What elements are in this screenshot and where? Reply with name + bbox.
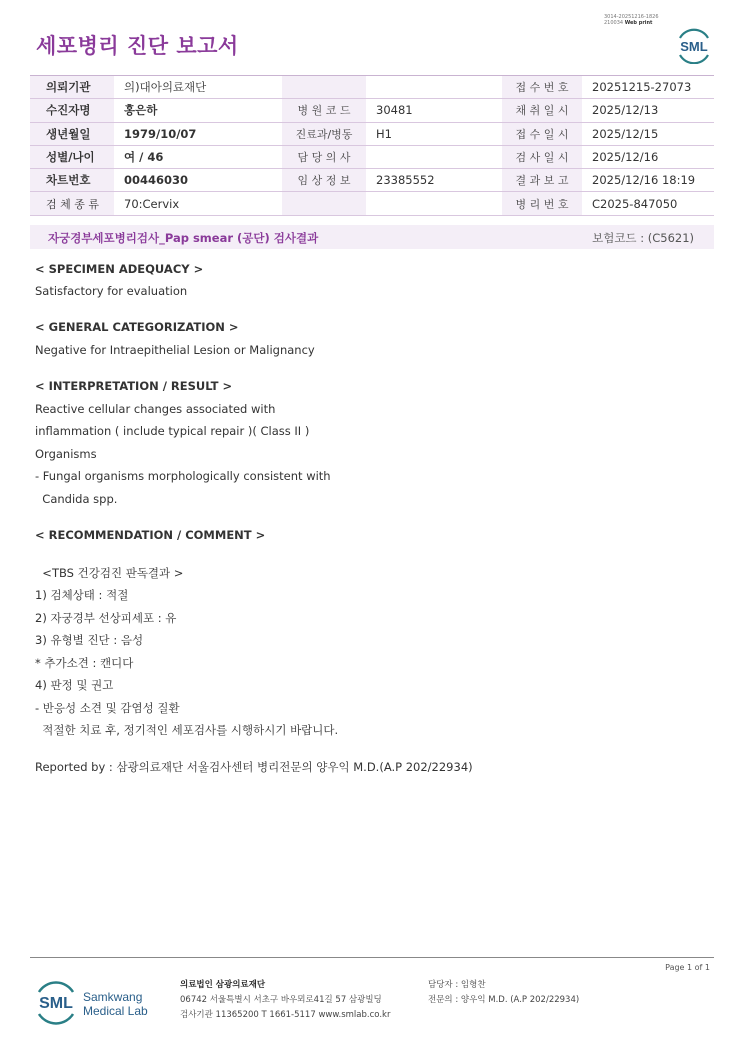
brand-line1: Samkwang	[83, 990, 143, 1004]
info-value: 30481	[366, 99, 502, 122]
manager-name: 임형찬	[460, 980, 486, 990]
section-heading: < SPECIMEN ADEQUACY >	[35, 262, 204, 276]
report-line: 4) 판정 및 권고	[35, 678, 114, 692]
footer-divider	[30, 957, 714, 958]
report-line: 1) 검체상태 : 적절	[35, 588, 129, 602]
report-line: <TBS 건강검진 판독결과 >	[35, 566, 184, 580]
footer-logo-icon	[36, 978, 156, 1028]
info-row	[30, 99, 714, 122]
footer-logo-text: SML	[39, 995, 73, 1012]
info-label: 병 원 코 드	[282, 99, 366, 122]
report-line: Organisms	[35, 447, 97, 461]
specialist-label: 전문의 :	[428, 995, 459, 1005]
info-value: 1979/10/07	[114, 122, 282, 145]
section-heading: < RECOMMENDATION / COMMENT >	[35, 528, 266, 542]
info-label: 임 상 정 보	[282, 169, 366, 192]
info-label: 수진자명	[30, 99, 114, 122]
page-number: Page 1 of 1	[665, 963, 710, 972]
report-line: 2) 자궁경부 선상피세포 : 유	[35, 611, 177, 625]
report-line: * 추가소견 : 캔디다	[35, 656, 134, 670]
info-label: 결 과 보 고	[502, 169, 582, 192]
report-line: - Fungal organisms morphologically consistent with	[35, 469, 331, 483]
info-label	[282, 192, 366, 215]
info-label: 진료과/병동	[282, 122, 366, 145]
patient-info-table	[30, 75, 714, 216]
report-line: 적절한 치료 후, 정기적인 세포검사를 시행하시기 바랍니다.	[35, 723, 339, 737]
report-line: 3) 유형별 진단 : 음성	[35, 633, 144, 647]
info-label: 의뢰기관	[30, 76, 114, 99]
info-value: 여 / 46	[114, 145, 282, 168]
info-value: 홍은하	[114, 99, 282, 122]
logo-text: SML	[680, 39, 708, 54]
exam-name: 자궁경부세포병리검사_Pap smear (공단) 검사결과	[48, 231, 319, 245]
info-row	[30, 122, 714, 145]
footer-staff-info	[428, 978, 579, 1008]
info-label: 채 취 일 시	[502, 99, 582, 122]
footer-org-info	[180, 978, 390, 1023]
info-label: 생년월일	[30, 122, 114, 145]
print-id	[604, 14, 659, 26]
section-heading: < GENERAL CATEGORIZATION >	[35, 320, 239, 334]
info-value	[366, 145, 502, 168]
info-label: 병 리 번 호	[502, 192, 582, 215]
report-line: Satisfactory for evaluation	[35, 284, 188, 298]
info-value: 2025/12/15	[582, 122, 714, 145]
section-heading: < INTERPRETATION / RESULT >	[35, 379, 233, 393]
org-contact: 검사기관 11365200 T 1661-5117 www.smlab.co.kr	[180, 1010, 391, 1020]
print-id-code: 210034	[604, 20, 624, 26]
report-line: Negative for Intraepithelial Lesion or Malignancy	[35, 343, 315, 357]
info-label: 검 체 종 류	[30, 192, 114, 215]
exam-title-bar	[30, 225, 714, 249]
info-row	[30, 192, 714, 215]
info-value: 00446030	[114, 169, 282, 192]
report-line: inflammation ( include typical repair )( Class II )	[35, 424, 310, 438]
print-id-line1: 3014-20251216-1826	[604, 14, 659, 20]
info-label: 검 사 일 시	[502, 145, 582, 168]
info-value: 70:Cervix	[114, 192, 282, 215]
info-label: 접 수 일 시	[502, 122, 582, 145]
info-value: 2025/12/16 18:19	[582, 169, 714, 192]
info-row	[30, 145, 714, 168]
report-line: Reactive cellular changes associated with	[35, 402, 276, 416]
info-value	[366, 76, 502, 99]
info-label: 성별/나이	[30, 145, 114, 168]
info-label	[282, 76, 366, 99]
info-value: C2025-847050	[582, 192, 714, 215]
info-value: 23385552	[366, 169, 502, 192]
org-name: 의료법인 삼광의료재단	[180, 980, 266, 990]
sml-logo-icon	[675, 26, 713, 64]
report-line: Reported by : 삼광의료재단 서울검사센터 병리전문의 양우익 M.D.(A.P 202/22934)	[35, 760, 473, 774]
info-row	[30, 76, 714, 99]
specialist-name: 양우익 M.D. (A.P 202/22934)	[460, 995, 580, 1005]
info-row	[30, 169, 714, 192]
print-id-label: Web print	[624, 20, 653, 26]
report-line: - 반응성 소견 및 감염성 질환	[35, 701, 180, 715]
info-label: 담 당 의 사	[282, 145, 366, 168]
info-label: 차트번호	[30, 169, 114, 192]
report-line: Candida spp.	[35, 492, 118, 506]
info-value: H1	[366, 122, 502, 145]
info-value: 2025/12/16	[582, 145, 714, 168]
brand-line2: Medical Lab	[83, 1004, 148, 1018]
info-value	[366, 192, 502, 215]
insurance-code: 보험코드 : (C5621)	[592, 231, 694, 245]
info-label: 접 수 번 호	[502, 76, 582, 99]
info-value: 2025/12/13	[582, 99, 714, 122]
info-value: 20251215-27073	[582, 76, 714, 99]
info-value: 의)대아의료재단	[114, 76, 282, 99]
manager-label: 담당자 :	[428, 980, 459, 990]
page-title: 세포병리 진단 보고서	[36, 34, 239, 58]
org-address: 06742 서울특별시 서초구 바우뫼로41길 57 삼광빌딩	[180, 995, 382, 1005]
